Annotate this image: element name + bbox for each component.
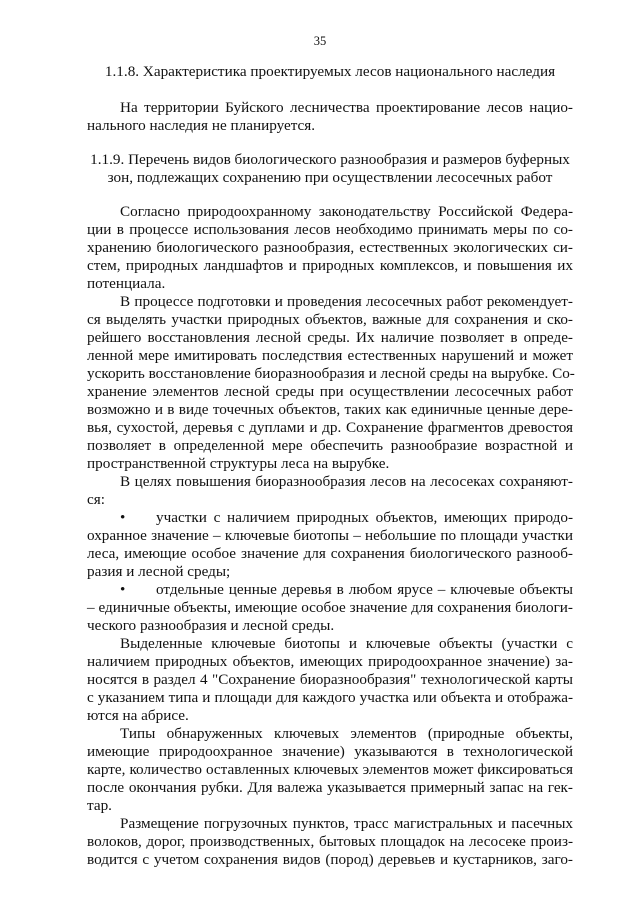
paragraph-line: стем, природных ландшафтов и природных комплексов, и повышения их (87, 257, 573, 274)
paragraph-line: после окончания рубки. Для валежа указывается примерный запас на гек- (87, 779, 573, 796)
bullet-icon: • (120, 581, 126, 598)
paragraph-line: с указанием типа и площади для каждого участка или объекта и отобража- (87, 689, 573, 706)
section-118-paragraph-line: На территории Буйского лесничества проектирование лесов нацио- (120, 99, 573, 116)
paragraph-line: охранное значение – ключевые биотопы – небольшие по площади участки (87, 527, 573, 544)
page-number: 35 (313, 34, 327, 48)
paragraph-line: разия и лесной среды; (87, 563, 231, 580)
section-119-heading-line: 1.1.9. Перечень видов биологического разнообразия и размеров буферных (90, 151, 570, 168)
paragraph-line: водится с учетом сохранения видов (пород) деревьев и кустарников, заго- (87, 851, 573, 868)
paragraph-line: ся выделять участки природных объектов, важные для сохранения и ско- (87, 311, 573, 328)
bullet-icon: • (120, 509, 126, 526)
paragraph-line: хранение элементов лесной среды при осуществлении лесосечных работ (87, 383, 573, 400)
paragraph-line: наличием природных объектов, имеющих природоохранное значение) за- (87, 653, 573, 670)
paragraph-line: ческого разнообразия и лесной среды. (87, 617, 335, 634)
section-118-heading: 1.1.8. Характеристика проектируемых лесов национального наследия (104, 63, 556, 80)
bullet-text: отдельные ценные деревья в любом ярусе – ключевые объекты (156, 581, 573, 598)
paragraph-line: вья, сухостой, деревья с дуплами и др. Сохранение фрагментов древостоя (87, 419, 573, 436)
paragraph-line: Согласно природоохранному законодательству Российской Федера- (120, 203, 573, 220)
paragraph-line: носятся в раздел 4 "Сохранение биоразнообразия" технологической карты (87, 671, 573, 688)
paragraph-line: Размещение погрузочных пунктов, трасс магистральных и пасечных (120, 815, 573, 832)
paragraph-line: ускорить восстановление биоразнообразия и лесной среды на вырубке. Со- (87, 365, 575, 382)
bullet-list-item (87, 509, 573, 527)
paragraph-line: В процессе подготовки и проведения лесосечных работ рекомендует- (120, 293, 573, 310)
paragraph-line: ся: (87, 491, 105, 508)
paragraph-line: пространственной структуры леса на вырубке. (87, 455, 390, 472)
bullet-text: участки с наличием природных объектов, имеющих природо- (156, 509, 573, 526)
paragraph-line: имеющие природоохранное значение) указываются в технологической (87, 743, 573, 760)
bullet-list-item (87, 581, 573, 599)
paragraph-line: волоков, дорог, производственных, бытовых площадок на лесосеке произ- (87, 833, 573, 850)
paragraph-line: тар. (87, 797, 112, 814)
paragraph-line: ленной мере имитировать последствия естественных нарушений и может (87, 347, 573, 364)
paragraph-line: ются на абрисе. (87, 707, 189, 724)
paragraph-line: возможно и в виде точечных объектов, таких как единичные ценные дере- (87, 401, 573, 418)
paragraph-line: Выделенные ключевые биотопы и ключевые объекты (участки с (120, 635, 573, 652)
paragraph-line: карте, количество оставленных ключевых элементов может фиксироваться (87, 761, 573, 778)
paragraph-line: леса, имеющие особое значение для сохранения биологического разнооб- (87, 545, 573, 562)
paragraph-line: Типы обнаруженных ключевых элементов (природные объекты, (120, 725, 573, 742)
section-118-paragraph-line: нального наследия не планируется. (87, 117, 316, 134)
paragraph-line: потенциала. (87, 275, 166, 292)
paragraph-line: ции в процессе использования лесов необходимо принимать меры по со- (87, 221, 573, 238)
section-119-heading-line: зон, подлежащих сохранению при осуществлении лесосечных работ (107, 169, 553, 186)
paragraph-line: позволяет в определенной мере обеспечить разнообразие возрастной и (87, 437, 573, 454)
paragraph-line: – единичные объекты, имеющие особое значение для сохранения биологи- (87, 599, 573, 616)
paragraph-line: хранению биологического разнообразия, естественных экологических си- (87, 239, 573, 256)
paragraph-line: рейшего восстановления лесной среды. Их наличие позволяет в опреде- (87, 329, 573, 346)
paragraph-line: В целях повышения биоразнообразия лесов на лесосеках сохраняют- (120, 473, 573, 490)
